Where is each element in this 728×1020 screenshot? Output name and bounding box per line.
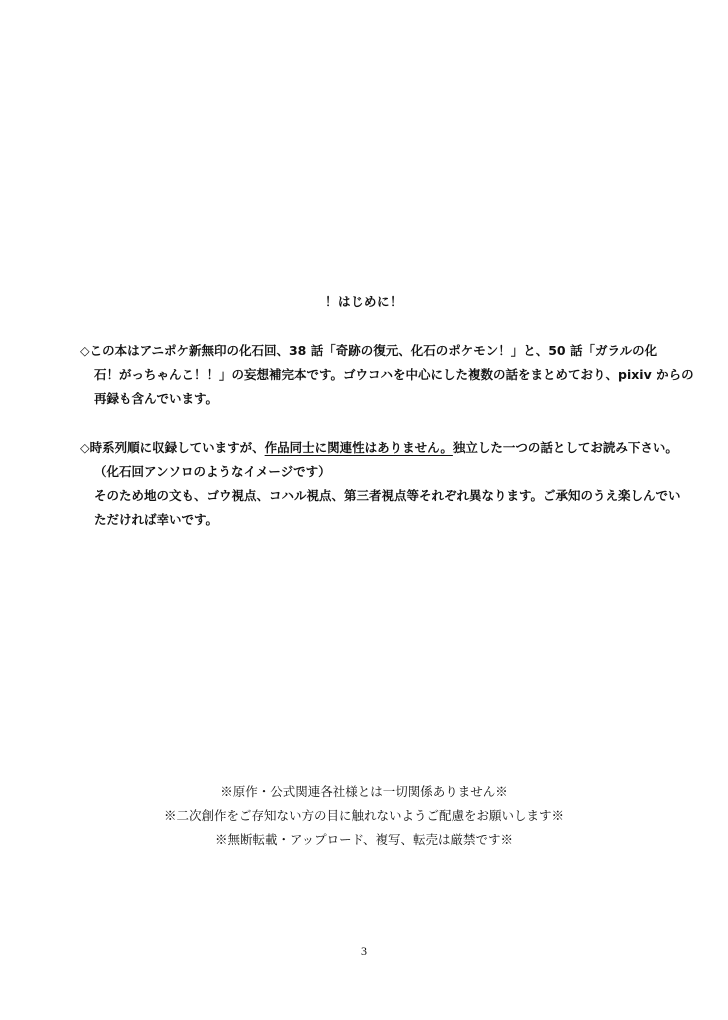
order-line-1: [80, 436, 678, 460]
intro-paragraph: [80, 339, 694, 411]
order-line-4: ただければ幸いです。: [94, 512, 219, 527]
order-paragraph: [80, 436, 681, 532]
intro-line-1: ◇この本はアニポケ新無印の化石回、38 話「奇跡の復元、化石のポケモン！」と、50 話「ガラルの化: [80, 343, 658, 358]
order-line-3: そのため地の文も、ゴウ視点、コハル視点、第三者視点等それぞれ異なります。ご承知のうえ楽しんでい: [94, 488, 681, 503]
order-line-1-after: 独立した一つの話としてお読み下さい。: [452, 440, 678, 455]
intro-line-2: 石！がっちゃんこ！！」の妄想補完本です。ゴウコハを中心にした複数の話をまとめており、pixiv からの: [94, 367, 694, 382]
order-line-2: （化石回アンソロのようなイメージです）: [94, 464, 331, 479]
order-line-1-before: ◇時系列順に収録していますが、: [80, 440, 265, 455]
notice-line: ※二次創作をご存知ない方の目に触れないようご配慮をお願いします※: [163, 808, 564, 823]
notice-line: ※原作・公式関連各社様とは一切関係ありません※: [220, 784, 508, 799]
order-line-1-underlined: 作品同士に関連性はありません。: [264, 440, 453, 455]
intro-line-3: 再録も含んでいます。: [94, 391, 219, 406]
notice-line: ※無断転載・アップロード、複写、転売は厳禁です※: [214, 832, 513, 847]
notices-block: [0, 780, 728, 852]
page-number: 3: [361, 944, 367, 958]
page-heading: ！はじめに！: [324, 294, 403, 309]
